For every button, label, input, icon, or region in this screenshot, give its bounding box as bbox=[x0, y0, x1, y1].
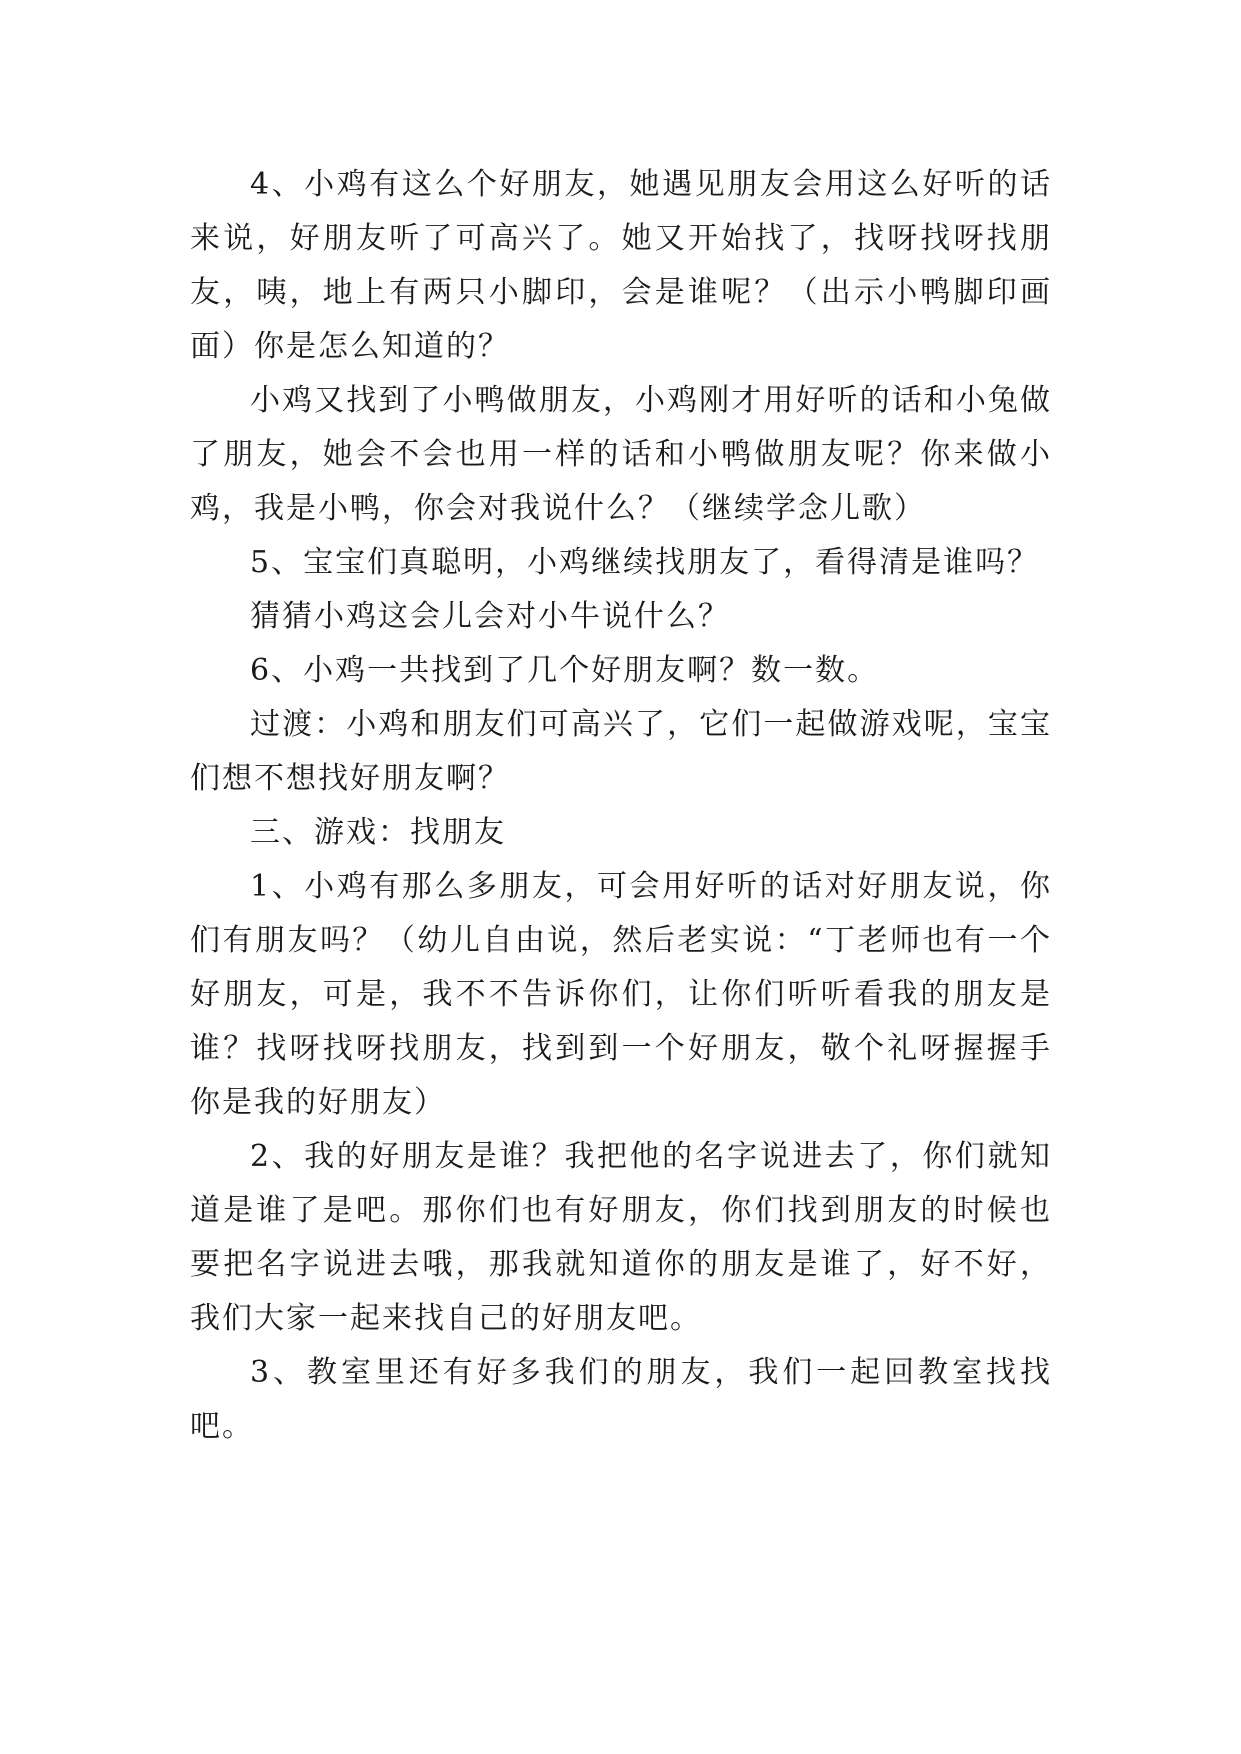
paragraph-step-4: 4、小鸡有这么个好朋友，她遇见朋友会用这么好听的话来说，好朋友听了可高兴了。她又开始找了，找呀找呀找朋友，咦，地上有两只小脚印，会是谁呢？（出示小鸭脚印画面）你是怎么知道的？ bbox=[190, 167, 1052, 364]
section-heading-game: 三、游戏：找朋友 bbox=[250, 815, 506, 850]
paragraph-transition: 过渡：小鸡和朋友们可高兴了，它们一起做游戏呢，宝宝们想不想找好朋友啊？ bbox=[190, 707, 1052, 796]
paragraph-game-step-1: 1、小鸡有那么多朋友，可会用好听的话对好朋友说，你们有朋友吗？（幼儿自由说，然后老实说：“丁老师也有一个好朋友，可是，我不不告诉你们，让你们听听看我的朋友是谁？找呀找呀找朋友，找到到一个好朋友，敬个礼呀握握手你是我的好朋友） bbox=[190, 869, 1052, 1120]
paragraph-step-5: 5、宝宝们真聪明，小鸡继续找朋友了，看得清是谁吗？ bbox=[250, 545, 1040, 580]
paragraph-guess-cow: 猜猜小鸡这会儿会对小牛说什么？ bbox=[250, 599, 730, 634]
paragraph-game-step-2: 2、我的好朋友是谁？我把他的名字说进去了，你们就知道是谁了是吧。那你们也有好朋友，你们找到朋友的时候也要把名字说进去哦，那我就知道你的朋友是谁了，好不好，我们大家一起来找自己的好朋友吧。 bbox=[190, 1139, 1052, 1336]
paragraph-step-6: 6、小鸡一共找到了几个好朋友啊？数一数。 bbox=[250, 653, 880, 688]
paragraph-duck-friend: 小鸡又找到了小鸭做朋友，小鸡刚才用好听的话和小兔做了朋友，她会不会也用一样的话和小鸭做朋友呢？你来做小鸡，我是小鸭，你会对我说什么？（继续学念儿歌） bbox=[190, 383, 1052, 526]
paragraph-game-step-3: 3、教室里还有好多我们的朋友，我们一起回教室找找吧。 bbox=[190, 1355, 1052, 1444]
document-body bbox=[190, 158, 1052, 1454]
